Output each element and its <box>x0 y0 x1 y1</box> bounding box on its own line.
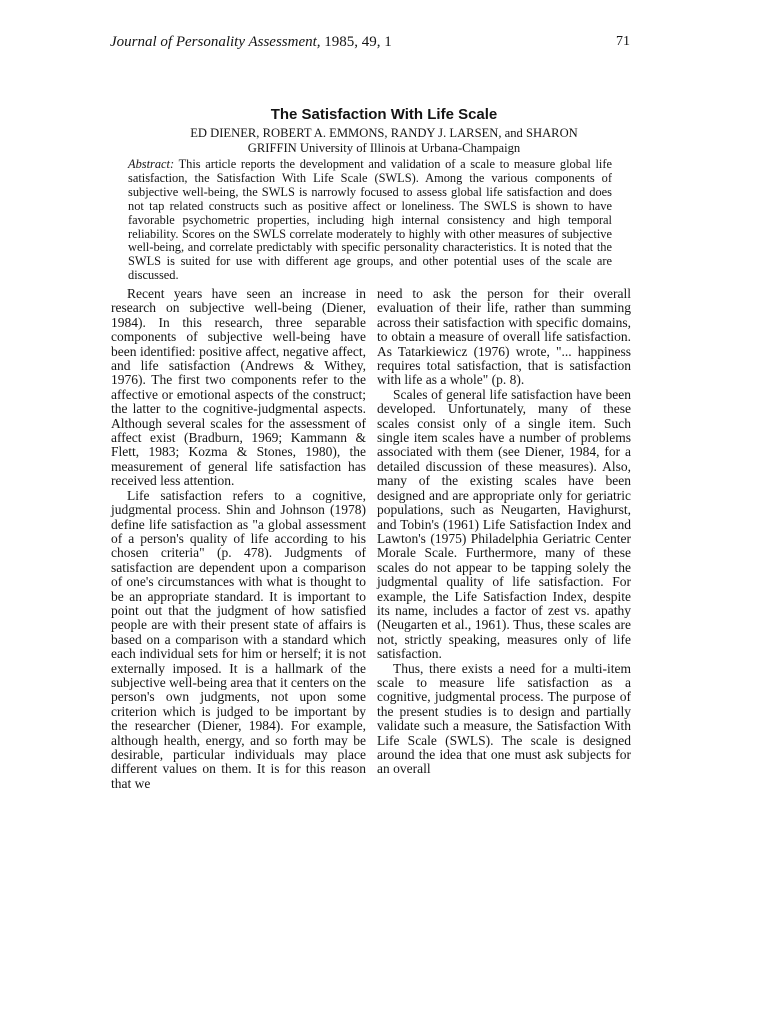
left-column <box>111 287 366 791</box>
running-head <box>110 34 630 52</box>
journal-name: Journal of Personality Assessment, <box>110 34 321 50</box>
journal-citation: 1985, 49, 1 <box>324 34 392 50</box>
abstract-text: This article reports the development and validation of a scale to measure global life satisfaction, the Satisfaction With Life Scale (SWLS). Among the various components of subjective well-being, the SWLS is narrowly focused to assess global life satisfaction and does not tap related constructs such as positive affect or loneliness. The SWLS is shown to have favorable psychometric properties, including high internal consistency and high temporal reliability. Scores on the SWLS correlate moderately to highly with other measures of subjective well-being, and correlate predictably with specific personality characteristics. It is noted that the SWLS is suited for use with different age groups, and other potential uses of the scale are discussed. <box>128 157 613 283</box>
body-paragraph: Life satisfaction refers to a cognitive, judgmental process. Shin and Johnson (1978) define life satisfaction as "a global assessment of a person's quality of life according to his chosen criteria" (p. 478). Judgments of satisfaction are dependent upon a comparison of one's circumstances with what is thought to be an appropriate standard. It is important to point out that the judgment of how satisfied people are with their present state of affairs is based on a comparison with a standard which each individual sets for him or herself; it is not externally imposed. It is a hallmark of the subjective well-being area that it centers on the person's own judgments, not upon some criterion which is judged to be important by the researcher (Diener, 1984). For example, although health, energy, and so forth may be desirable, particular individuals may place different values on them. It is for this reason that we <box>111 487 366 791</box>
abstract <box>128 158 612 283</box>
body-paragraph: need to ask the person for their overall evaluation of their life, rather than summing across their satisfaction with specific domains, to obtain a measure of overall life satisfaction. As Tatarkiewicz (1976) wrote, "... happiness requires total satisfaction, that is satisfaction with life as a whole" (p. 8). <box>377 286 631 388</box>
body-paragraph: Recent years have seen an increase in research on subjective well-being (Diener, 1984). In this research, three separable components of subjective well-being have been identified: positive affect, negative affect, and life satisfaction (Andrews & Withey, 1976). The first two components refer to the affective or emotional aspects of the construct; the latter to the cognitive-judgmental aspects. Although several scales for the assessment of affect exist (Bradburn, 1969; Kammann & Flett, 1983; Kozma & Stones, 1980), the measurement of general life satisfaction has received less attention. <box>111 286 366 489</box>
body-paragraph: Scales of general life satisfaction have been developed. Unfortunately, many of these scales consist only of a single item. Such single item scales have a number of problems associated with them (see Diener, 1984, for a detailed discussion of these measures). Also, many of the existing scales have been designed and are appropriate only for geriatric populations, such as Neugarten, Havighurst, and Tobin's (1961) Life Satisfaction Index and Lawton's (1975) Philadelphia Geriatric Center Morale Scale. Furthermore, many of these scales do not appear to be tapping solely the judgmental quality of life satisfaction. For example, the Life Satisfaction Index, despite its name, includes a factor of zest vs. apathy (Neugarten et al., 1961). Thus, these scales are not, strictly speaking, measures only of life satisfaction. <box>377 386 631 662</box>
page-number: 71 <box>616 34 630 49</box>
body-paragraph: Thus, there exists a need for a multi-item scale to measure life satisfaction as a cognitive, judgmental process. The purpose of the present studies is to design and partially validate such a measure, the Satisfaction With Life Scale (SWLS). The scale is designed around the idea that one must ask subjects for an overall <box>377 660 631 777</box>
article-title: The Satisfaction With Life Scale <box>270 106 498 123</box>
right-column <box>377 287 631 777</box>
authors-line-1: ED DIENER, ROBERT A. EMMONS, RANDY J. LARSEN, and SHARON <box>190 126 578 140</box>
authors-line-2: GRIFFIN University of Illinois at Urbana-Champaign <box>247 140 521 155</box>
author-block <box>120 126 648 155</box>
abstract-label: Abstract: <box>128 157 175 171</box>
